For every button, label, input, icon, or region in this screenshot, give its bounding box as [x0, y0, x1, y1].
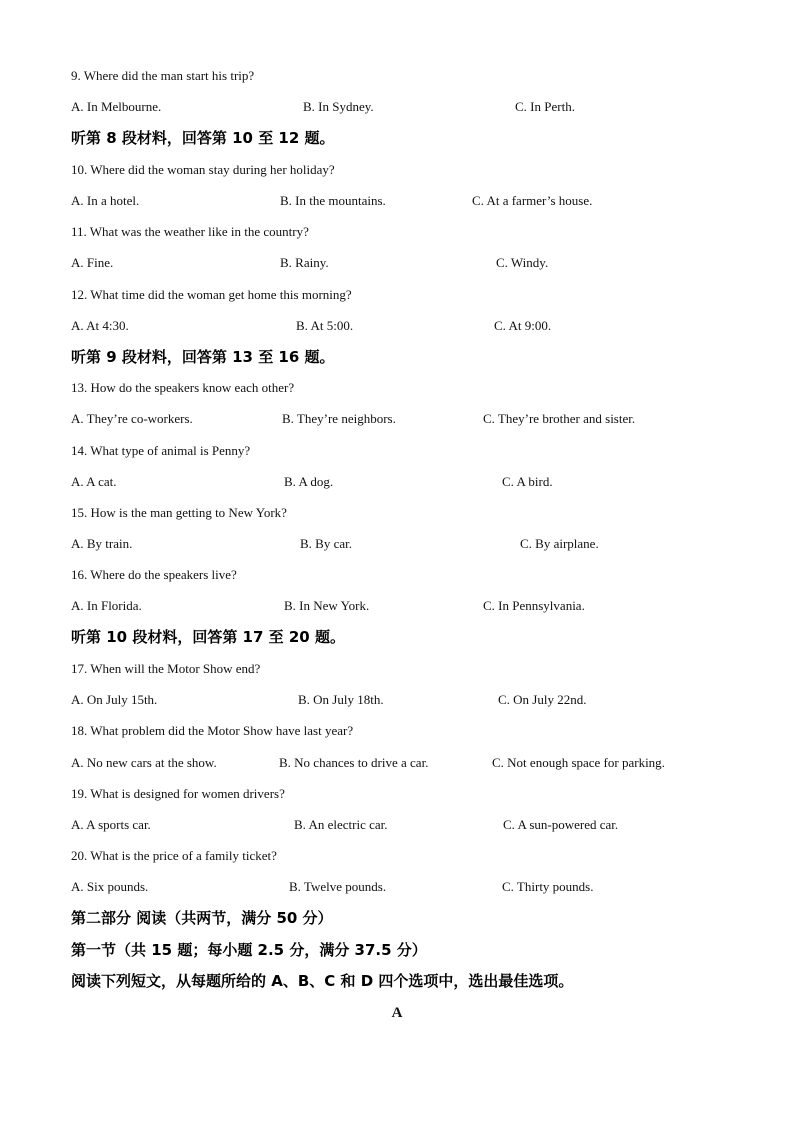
question-stem: 18. What problem did the Motor Show have last year? [71, 723, 354, 738]
reading-instruction: 阅读下列短文，从每题所给的 A、B、C 和 D 四个选项中，选出最佳选项。 [71, 972, 574, 990]
option-a: A. By train. [71, 536, 133, 551]
question-stem: 9. Where did the man start his trip? [71, 68, 255, 83]
section-heading-10: 听第 10 段材料，回答第 17 至 20 题。 [71, 628, 345, 646]
option-c: C. A bird. [502, 474, 553, 489]
option-c: C. A sun-powered car. [503, 817, 619, 832]
question-stem: 20. What is the price of a family ticket? [71, 848, 277, 863]
question-stem: 13. How do the speakers know each other? [71, 380, 295, 395]
option-b: B. At 5:00. [296, 318, 354, 333]
option-a: A. Fine. [71, 255, 114, 270]
option-a: A. In Melbourne. [71, 99, 162, 114]
option-c: C. They’re brother and sister. [483, 411, 636, 426]
option-a: A. In Florida. [71, 598, 142, 613]
question-stem: 12. What time did the woman get home this morning? [71, 287, 352, 302]
option-c: C. Not enough space for parking. [492, 755, 665, 770]
option-b: B. A dog. [284, 474, 334, 489]
option-b: B. Rainy. [280, 255, 329, 270]
option-c: C. In Perth. [515, 99, 575, 114]
question-stem: 14. What type of animal is Penny? [71, 443, 251, 458]
section-heading-9: 听第 9 段材料，回答第 13 至 16 题。 [71, 348, 335, 366]
option-a: A. On July 15th. [71, 692, 158, 707]
option-a: A. A sports car. [71, 817, 151, 832]
option-c: C. At 9:00. [494, 318, 552, 333]
option-c: C. Thirty pounds. [502, 879, 594, 894]
option-b: B. No chances to drive a car. [279, 755, 429, 770]
option-c: C. Windy. [496, 255, 549, 270]
option-a: A. They’re co-workers. [71, 411, 193, 426]
section-one-heading: 第一节（共 15 题；每小题 2.5 分，满分 37.5 分） [71, 941, 427, 959]
option-c: C. At a farmer’s house. [472, 193, 593, 208]
question-stem: 11. What was the weather like in the country? [71, 224, 309, 239]
option-c: C. In Pennsylvania. [483, 598, 585, 613]
question-stem: 19. What is designed for women drivers? [71, 786, 285, 801]
option-b: B. They’re neighbors. [282, 411, 396, 426]
option-b: B. An electric car. [294, 817, 388, 832]
option-b: B. In Sydney. [303, 99, 374, 114]
option-a: A. In a hotel. [71, 193, 140, 208]
option-c: C. On July 22nd. [498, 692, 587, 707]
option-b: B. On July 18th. [298, 692, 384, 707]
option-b: B. By car. [300, 536, 352, 551]
option-b: B. Twelve pounds. [289, 879, 387, 894]
option-c: C. By airplane. [520, 536, 599, 551]
question-stem: 15. How is the man getting to New York? [71, 505, 287, 520]
passage-label: A [391, 1005, 403, 1021]
question-stem: 17. When will the Motor Show end? [71, 661, 261, 676]
section-heading-8: 听第 8 段材料，回答第 10 至 12 题。 [71, 129, 335, 147]
part-two-heading: 第二部分 阅读（共两节，满分 50 分） [71, 909, 333, 927]
question-stem: 10. Where did the woman stay during her holiday? [71, 162, 335, 177]
option-a: A. No new cars at the show. [71, 755, 217, 770]
option-a: A. A cat. [71, 474, 117, 489]
option-a: A. At 4:30. [71, 318, 129, 333]
option-b: B. In New York. [284, 598, 370, 613]
question-stem: 16. Where do the speakers live? [71, 567, 237, 582]
option-a: A. Six pounds. [71, 879, 149, 894]
option-b: B. In the mountains. [280, 193, 386, 208]
